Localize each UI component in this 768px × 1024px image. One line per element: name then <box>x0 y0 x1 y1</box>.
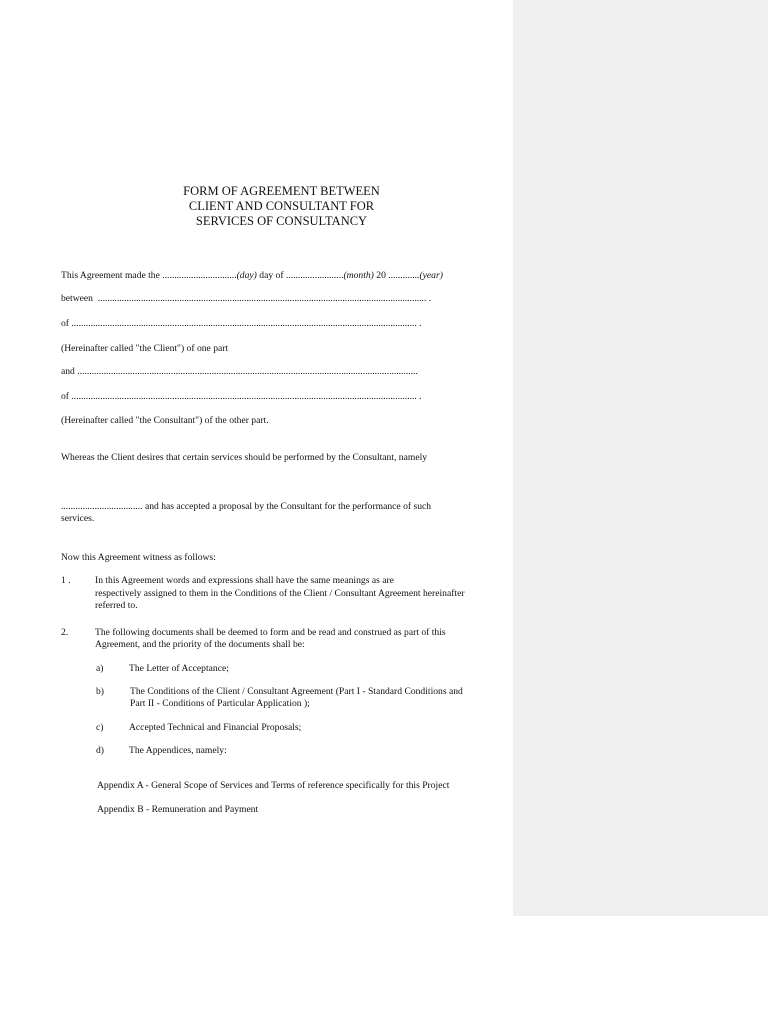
item-c-letter: c) <box>96 722 104 733</box>
item-a-letter: a) <box>96 663 104 674</box>
item-b-text-1: The Conditions of the Client / Consultant Agreement (Part I - Standard Conditions and <box>130 686 463 697</box>
item-d-letter: d) <box>96 745 104 756</box>
agreement-date-line: This Agreement made the ...............................(day) day of ........................(month) 20 .............(year) <box>61 270 443 281</box>
consultant-note: (Hereinafter called "the Consultant") of the other part. <box>61 415 269 426</box>
item-c-text: Accepted Technical and Financial Proposals; <box>129 722 302 733</box>
clause-1-line-3: referred to. <box>95 600 138 611</box>
of-line-2: of ................................................................................................................................................ . <box>61 391 422 402</box>
item-a-text: The Letter of Acceptance; <box>129 663 229 674</box>
clause-2-line-2: Agreement, and the priority of the documents shall be: <box>95 639 305 650</box>
whereas-line: Whereas the Client desires that certain services should be performed by the Consultant, namely <box>61 452 428 463</box>
witness-line: Now this Agreement witness as follows: <box>61 552 216 563</box>
item-b-letter: b) <box>96 686 104 697</box>
clause-1-line-1: In this Agreement words and expressions shall have the same meanings as are <box>95 575 394 586</box>
clause-2-number: 2. <box>61 627 69 638</box>
comment-pane <box>513 0 768 916</box>
and-line: and .............................................................................................................................................. <box>61 366 418 377</box>
title-line-2: CLIENT AND CONSULTANT FOR <box>188 199 375 213</box>
client-note: (Hereinafter called "the Client") of one part <box>61 343 229 354</box>
appendix-b: Appendix B - Remuneration and Payment <box>97 804 259 815</box>
services-line-2: services. <box>61 513 95 524</box>
clause-1-line-2: respectively assigned to them in the Conditions of the Client / Consultant Agreement hereinafter <box>95 588 465 599</box>
item-b-text-2: Part II - Conditions of Particular Application ); <box>130 698 310 709</box>
title-line-3: SERVICES OF CONSULTANCY <box>195 214 368 228</box>
between-line: between ......................................................................................................................................... . <box>61 293 432 304</box>
clause-1-number: 1 . <box>61 575 71 586</box>
clause-2-line-1: The following documents shall be deemed to form and be read and construed as part of this <box>95 627 446 638</box>
title-line-1: FORM OF AGREEMENT BETWEEN <box>183 184 380 198</box>
services-line-1: .................................. and has accepted a proposal by the Consultant for the performance of such <box>61 501 432 512</box>
of-line-1: of ................................................................................................................................................ . <box>61 318 422 329</box>
appendix-a: Appendix A - General Scope of Services and Terms of reference specifically for this Project <box>97 780 450 791</box>
item-d-text: The Appendices, namely: <box>129 745 227 756</box>
